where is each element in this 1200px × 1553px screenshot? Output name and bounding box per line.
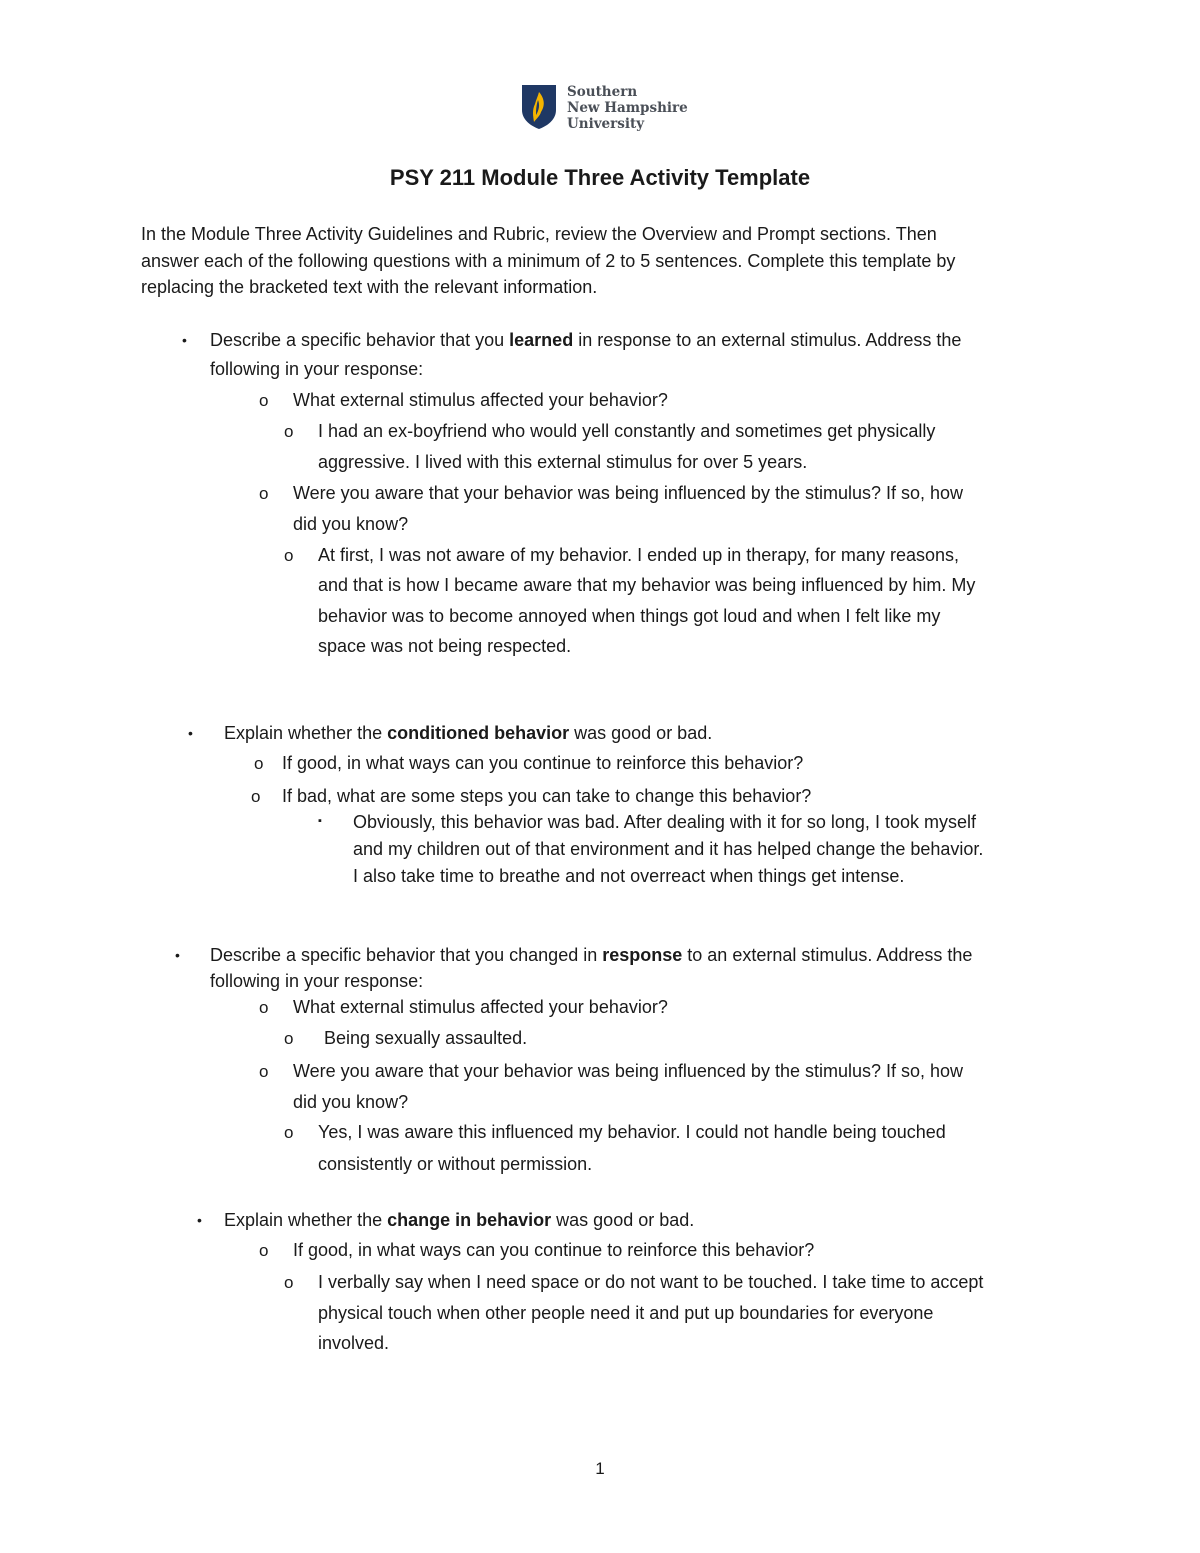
s2-question-2: If bad, what are some steps you can take to change this behavior? xyxy=(282,786,812,806)
s3-prompt-line-1 xyxy=(210,945,972,966)
s1-answer-2-line-1: At first, I was not aware of my behavior. I ended up in therapy, for many reasons, xyxy=(318,545,959,565)
s1-answer-2-line-2: and that is how I became aware that my behavior was being influenced by him. My xyxy=(318,575,976,595)
bullet-marker: • xyxy=(175,947,180,963)
s3-answer-1: Being sexually assaulted. xyxy=(324,1028,528,1048)
circle-marker: o xyxy=(251,787,261,806)
s4-prompt-c: was good or bad. xyxy=(551,1210,695,1230)
intro-line-2: answer each of the following questions with a minimum of 2 to 5 sentences. Complete this template by xyxy=(141,251,956,271)
logo-text xyxy=(567,84,688,132)
s1-question-2-line-1: Were you aware that your behavior was being influenced by the stimulus? If so, how xyxy=(293,483,964,503)
page-number: 1 xyxy=(595,1459,605,1478)
circle-marker: o xyxy=(259,1062,269,1081)
s1-prompt-line-2: following in your response: xyxy=(210,359,424,379)
bullet-marker: • xyxy=(188,725,193,741)
s2-answer-line-2: and my children out of that environment and it has helped change the behavior. xyxy=(353,839,984,859)
s3-question-2-line-1: Were you aware that your behavior was being influenced by the stimulus? If so, how xyxy=(293,1061,964,1081)
intro-line-3: replacing the bracketed text with the relevant information. xyxy=(141,277,598,297)
s2-prompt-bold: conditioned behavior xyxy=(387,723,570,743)
s4-answer-line-2: physical touch when other people need it and put up boundaries for everyone xyxy=(318,1303,934,1323)
shield-flame-icon xyxy=(521,84,557,130)
logo-line-2: New Hampshire xyxy=(567,100,688,116)
s1-answer-1-line-2: aggressive. I lived with this external stimulus for over 5 years. xyxy=(318,452,808,472)
s1-prompt-a: Describe a specific behavior that you xyxy=(210,330,510,350)
bullet-marker: • xyxy=(197,1212,202,1228)
circle-marker: o xyxy=(284,1273,294,1292)
s3-question-2-line-2: did you know? xyxy=(293,1092,409,1112)
circle-marker: o xyxy=(284,546,294,565)
s3-answer-2-line-1: Yes, I was aware this influenced my behavior. I could not handle being touched xyxy=(318,1122,946,1142)
s1-answer-2-line-4: space was not being respected. xyxy=(318,636,572,656)
s1-prompt-bold: learned xyxy=(509,330,574,350)
s3-prompt-a: Describe a specific behavior that you changed in xyxy=(210,945,603,965)
s4-prompt-bold: change in behavior xyxy=(387,1210,552,1230)
s2-prompt-c: was good or bad. xyxy=(569,723,713,743)
circle-marker: o xyxy=(259,998,269,1017)
s2-prompt-line-1 xyxy=(224,723,712,744)
snhu-logo xyxy=(521,84,691,132)
s4-answer-line-3: involved. xyxy=(318,1333,390,1353)
s2-answer-line-1: Obviously, this behavior was bad. After dealing with it for so long, I took myself xyxy=(353,812,976,832)
square-marker: ▪ xyxy=(318,815,322,827)
logo-line-3: University xyxy=(567,116,645,132)
s4-answer-line-1: I verbally say when I need space or do not want to be touched. I take time to accept xyxy=(318,1272,984,1292)
page-title: PSY 211 Module Three Activity Template xyxy=(389,165,811,190)
circle-marker: o xyxy=(259,391,269,410)
circle-marker: o xyxy=(284,1029,294,1048)
intro-line-1: In the Module Three Activity Guidelines and Rubric, review the Overview and Prompt sections. Then xyxy=(141,224,937,244)
s4-question-1: If good, in what ways can you continue to reinforce this behavior? xyxy=(293,1240,815,1260)
s4-prompt-a: Explain whether the xyxy=(224,1210,388,1230)
s2-answer-line-3: I also take time to breathe and not overreact when things get intense. xyxy=(353,866,905,886)
s4-prompt-line-1 xyxy=(224,1210,694,1231)
circle-marker: o xyxy=(254,754,264,773)
s2-question-1: If good, in what ways can you continue to reinforce this behavior? xyxy=(282,753,804,773)
s3-prompt-bold: response xyxy=(602,945,683,965)
s3-prompt-c: to an external stimulus. Address the xyxy=(682,945,973,965)
circle-marker: o xyxy=(259,484,269,503)
bullet-marker: • xyxy=(182,332,187,348)
s1-question-1: What external stimulus affected your behavior? xyxy=(293,390,668,410)
circle-marker: o xyxy=(284,422,294,441)
s3-question-1: What external stimulus affected your behavior? xyxy=(293,997,668,1017)
s1-answer-1-line-1: I had an ex-boyfriend who would yell constantly and sometimes get physically xyxy=(318,421,936,441)
circle-marker: o xyxy=(284,1123,294,1142)
s3-prompt-line-2: following in your response: xyxy=(210,971,424,991)
logo-line-1: Southern xyxy=(567,84,638,100)
circle-marker: o xyxy=(259,1241,269,1260)
s1-prompt-line-1 xyxy=(210,330,961,351)
s1-prompt-c: in response to an external stimulus. Address the xyxy=(573,330,962,350)
s2-prompt-a: Explain whether the xyxy=(224,723,388,743)
s1-answer-2-line-3: behavior was to become annoyed when things got loud and when I felt like my xyxy=(318,606,941,626)
s3-answer-2-line-2: consistently or without permission. xyxy=(318,1154,593,1174)
s1-question-2-line-2: did you know? xyxy=(293,514,409,534)
